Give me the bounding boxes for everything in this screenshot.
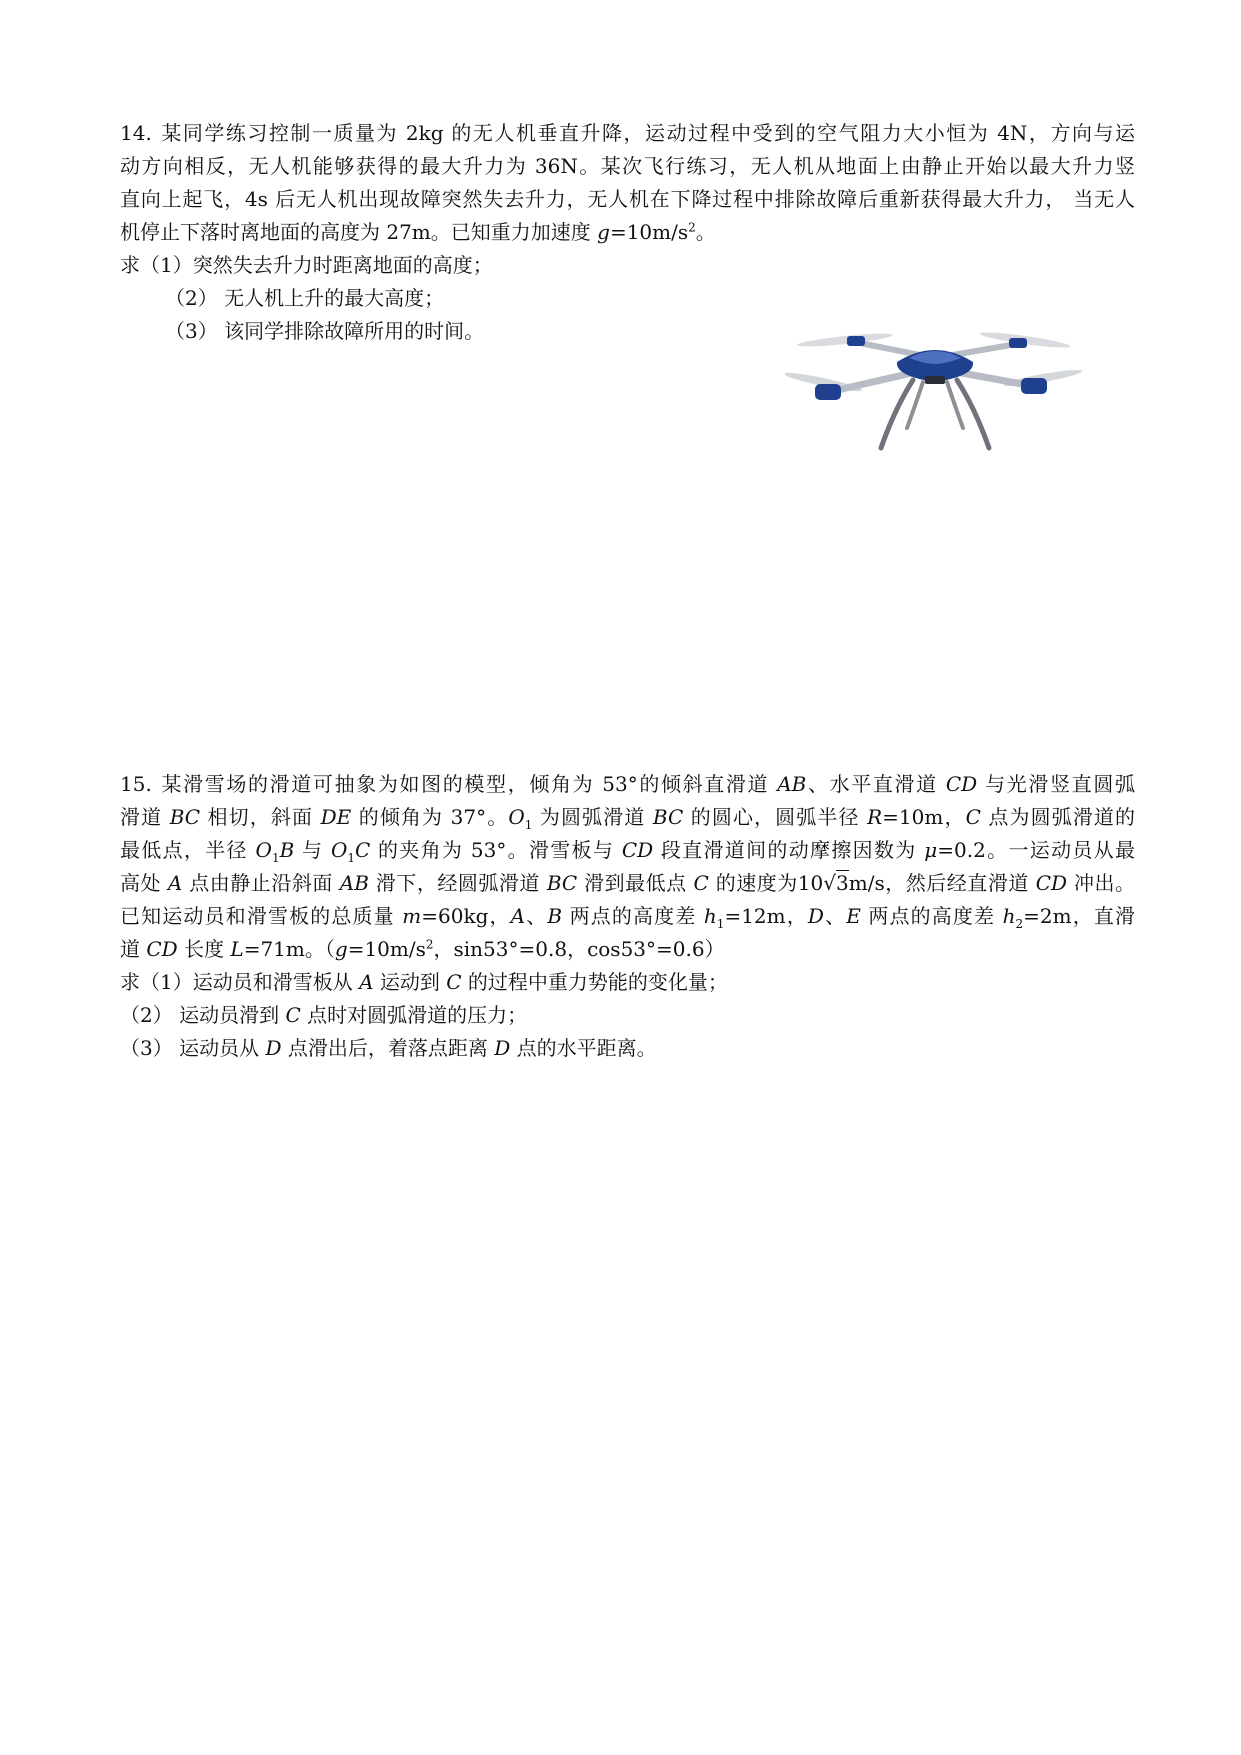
q14-ask-1: 求（1）突然失去升力时距离地面的高度； bbox=[120, 253, 493, 277]
t: D bbox=[494, 1036, 511, 1060]
q14-text-4: 机停止下落时离地面的高度为 27m。已知重力加速度 bbox=[120, 220, 598, 244]
t: O bbox=[330, 838, 348, 862]
t: B bbox=[279, 838, 295, 862]
t: ，sin53°=0.8，cos53°=0.6） bbox=[433, 937, 725, 961]
t: 点时对圆弧滑道的压力； bbox=[300, 1003, 528, 1027]
t: C bbox=[354, 838, 371, 862]
t: （3） 运动员从 bbox=[120, 1036, 266, 1060]
q14-line-3: 直向上起飞，4s 后无人机出现故障突然失去升力，无人机在下降过程中排除故障后重新获得最大升力， 当无人 bbox=[120, 187, 1135, 211]
t: D bbox=[265, 1036, 282, 1060]
q15-line-1 bbox=[120, 768, 1135, 801]
t: =10m/s bbox=[347, 937, 426, 961]
t: CD bbox=[146, 937, 178, 961]
q15-ask-3 bbox=[120, 1032, 1135, 1065]
t: 的过程中重力势能的变化量； bbox=[461, 970, 728, 994]
t: =10m， bbox=[882, 805, 966, 829]
t: 两点的高度差 bbox=[562, 904, 704, 928]
t: 长度 bbox=[177, 937, 231, 961]
q14-g-value: =10m/s bbox=[609, 220, 689, 244]
t: 滑道 bbox=[120, 805, 170, 829]
t: 的圆心，圆弧半径 bbox=[683, 805, 868, 829]
t: 与 bbox=[294, 838, 331, 862]
t: 点的水平距离。 bbox=[510, 1036, 657, 1060]
t: 最低点，半径 bbox=[120, 838, 256, 862]
t: 相切，斜面 bbox=[200, 805, 321, 829]
q14-ask-2: （2） 无人机上升的最大高度； bbox=[165, 286, 445, 310]
t: 的速度为10 bbox=[708, 871, 824, 895]
symbol-g: g bbox=[597, 220, 610, 244]
t: E bbox=[846, 904, 861, 928]
t: 与光滑竖直圆弧 bbox=[977, 772, 1135, 796]
q15-line-6 bbox=[120, 933, 1135, 966]
t: 点为圆弧滑道的 bbox=[980, 805, 1136, 829]
question-14 bbox=[120, 117, 1135, 348]
sqrt-symbol: √ bbox=[823, 871, 837, 895]
t: =2m，直滑 bbox=[1023, 904, 1136, 928]
t: m/s，然后经直滑道 bbox=[848, 871, 1036, 895]
t: CD bbox=[621, 838, 654, 862]
t: =60kg， bbox=[421, 904, 511, 928]
t: L bbox=[230, 937, 244, 961]
t: 1 bbox=[716, 917, 725, 931]
t: A bbox=[510, 904, 526, 928]
question-15 bbox=[120, 768, 1135, 1065]
t: C bbox=[446, 970, 462, 994]
q15-number: 15. bbox=[120, 772, 152, 796]
q15-ask-1 bbox=[120, 966, 1135, 999]
t: DE bbox=[320, 805, 352, 829]
t: =71m。（ bbox=[243, 937, 335, 961]
sqrt-radicand: 3 bbox=[836, 871, 849, 895]
t: 1 bbox=[524, 818, 533, 832]
t: =12m， bbox=[724, 904, 808, 928]
t: D bbox=[807, 904, 824, 928]
t: 为圆弧滑道 bbox=[532, 805, 653, 829]
t: 高处 bbox=[120, 871, 168, 895]
t: （2） 运动员滑到 bbox=[120, 1003, 286, 1027]
t: O bbox=[255, 838, 272, 862]
q14-line-1 bbox=[120, 117, 1135, 150]
t: μ bbox=[924, 838, 938, 862]
t: 、水平直滑道 bbox=[806, 772, 946, 796]
t: 1 bbox=[347, 851, 355, 865]
t: 求（1）运动员和滑雪板从 bbox=[120, 970, 360, 994]
q15-line-3 bbox=[120, 834, 1135, 867]
t: AB bbox=[777, 772, 807, 796]
q15-line-4 bbox=[120, 867, 1135, 900]
q15-line-2 bbox=[120, 801, 1135, 834]
t: h bbox=[1002, 904, 1016, 928]
q14-line-4 bbox=[120, 216, 1135, 249]
t: BC bbox=[169, 805, 201, 829]
t: h bbox=[703, 904, 717, 928]
t: 、 bbox=[823, 904, 847, 928]
t: A bbox=[359, 970, 374, 994]
q15-ask-2 bbox=[120, 999, 1135, 1032]
t: 冲出。 bbox=[1067, 871, 1136, 895]
t: C bbox=[965, 805, 981, 829]
t: =0.2。一运动员从最 bbox=[937, 838, 1136, 862]
drone-illustration bbox=[785, 318, 1085, 458]
t: m bbox=[402, 904, 422, 928]
t: C bbox=[285, 1003, 301, 1027]
t: 某滑雪场的滑道可抽象为如图的模型，倾角为 53°的倾斜直滑道 bbox=[159, 772, 778, 796]
t: 点滑出后，着落点距离 bbox=[281, 1036, 495, 1060]
t: 已知运动员和滑雪板的总质量 bbox=[120, 904, 403, 928]
t: 道 bbox=[120, 937, 147, 961]
t: B bbox=[547, 904, 563, 928]
t: C bbox=[693, 871, 709, 895]
q14-number: 14. bbox=[120, 121, 152, 145]
q14-text-1: 某同学练习控制一质量为 2kg 的无人机垂直升降，运动过程中受到的空气阻力大小恒为 4N，方向与运 bbox=[159, 121, 1135, 145]
t: 2 bbox=[1015, 917, 1024, 931]
t: AB bbox=[339, 871, 369, 895]
t: 点由静止沿斜面 bbox=[182, 871, 340, 895]
exponent: 2 bbox=[688, 220, 696, 235]
t: 运动到 bbox=[373, 970, 447, 994]
t: 段直滑道间的动摩擦因数为 bbox=[653, 838, 925, 862]
q14-period: 。 bbox=[695, 220, 716, 244]
t: g bbox=[334, 937, 348, 961]
q15-line-5 bbox=[120, 900, 1135, 933]
t: 两点的高度差 bbox=[860, 904, 1003, 928]
t: CD bbox=[945, 772, 978, 796]
t: 的倾角为 37°。 bbox=[351, 805, 509, 829]
t: 1 bbox=[271, 851, 280, 865]
t: 的夹角为 53°。滑雪板与 bbox=[370, 838, 622, 862]
q14-ask-3: （3） 该同学排除故障所用的时间。 bbox=[165, 319, 485, 343]
t: BC bbox=[546, 871, 578, 895]
t: A bbox=[167, 871, 183, 895]
t: BC bbox=[652, 805, 684, 829]
t: R bbox=[867, 805, 883, 829]
t: 滑到最低点 bbox=[577, 871, 694, 895]
q14-line-2: 动方向相反，无人机能够获得的最大升力为 36N。某次飞行练习，无人机从地面上由静止开始以最大升力竖 bbox=[120, 154, 1135, 178]
t: CD bbox=[1035, 871, 1068, 895]
t: 滑下，经圆弧滑道 bbox=[368, 871, 547, 895]
t: O bbox=[508, 805, 525, 829]
t: 、 bbox=[525, 904, 548, 928]
t: 2 bbox=[425, 937, 434, 952]
